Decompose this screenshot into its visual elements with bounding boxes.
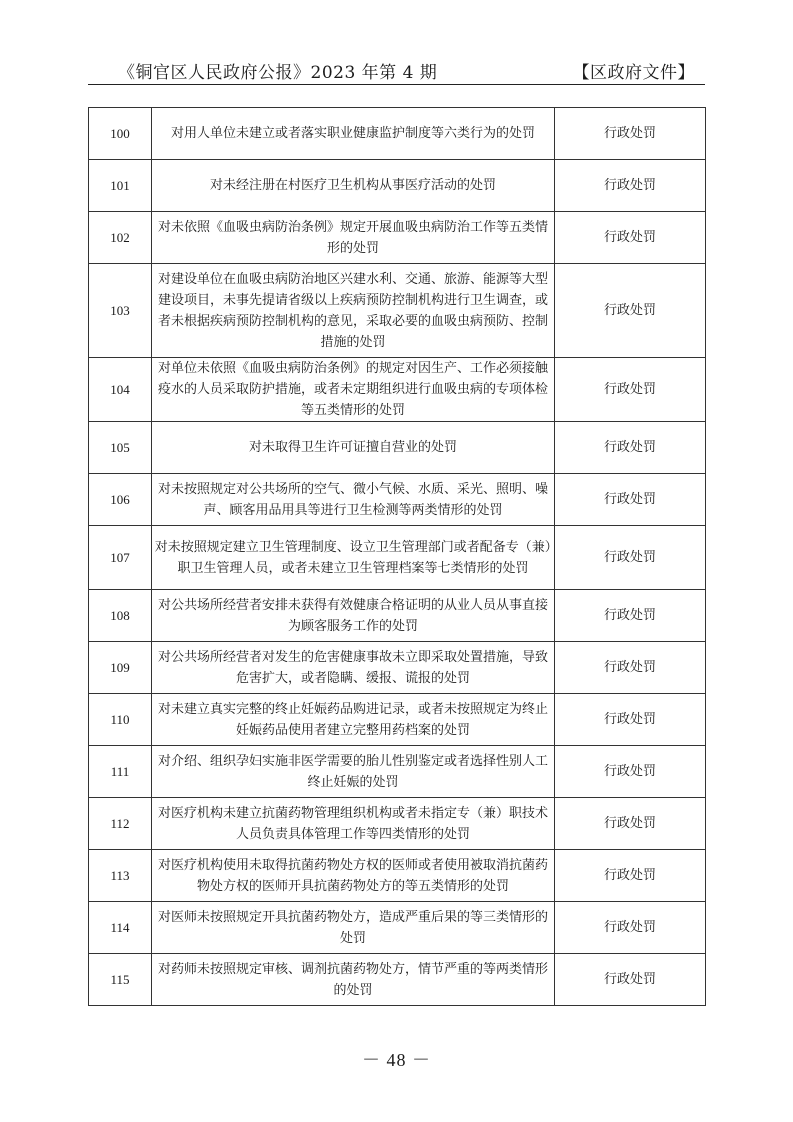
row-number: 108 [89,590,152,642]
row-number: 113 [89,850,152,902]
table-row [89,902,706,954]
row-item: 对未经注册在村医疗卫生机构从事医疗活动的处罚 [152,160,555,212]
row-item: 对单位未依照《血吸虫病防治条例》的规定对因生产、工作必须接触疫水的人员采取防护措施，或者未定期组织进行血吸虫病的专项体检等五类情形的处罚 [152,358,555,422]
row-type: 行政处罚 [555,642,706,694]
row-number: 115 [89,954,152,1006]
table-row [89,474,706,526]
page-number: － 48 － [362,1050,431,1070]
table-row [89,798,706,850]
row-type: 行政处罚 [555,850,706,902]
table-row [89,590,706,642]
table-row [89,108,706,160]
row-number: 109 [89,642,152,694]
row-number: 101 [89,160,152,212]
row-number: 111 [89,746,152,798]
row-type: 行政处罚 [555,590,706,642]
table-row [89,358,706,422]
row-item: 对公共场所经营者对发生的危害健康事故未立即采取处置措施，导致危害扩大，或者隐瞒、缓报、谎报的处罚 [152,642,555,694]
row-type: 行政处罚 [555,902,706,954]
row-item: 对建设单位在血吸虫病防治地区兴建水利、交通、旅游、能源等大型建设项目，未事先提请省级以上疾病预防控制机构进行卫生调查，或者未根据疾病预防控制机构的意见，采取必要的血吸虫病预防、控制措施的处罚 [152,264,555,358]
row-number: 104 [89,358,152,422]
row-item: 对未按照规定建立卫生管理制度、设立卫生管理部门或者配备专（兼）职卫生管理人员，或者未建立卫生管理档案等七类情形的处罚 [152,526,555,590]
row-type: 行政处罚 [555,474,706,526]
row-type: 行政处罚 [555,798,706,850]
row-number: 107 [89,526,152,590]
row-item: 对未建立真实完整的终止妊娠药品购进记录，或者未按照规定为终止妊娠药品使用者建立完整用药档案的处罚 [152,694,555,746]
page-header [88,56,705,85]
table-row [89,160,706,212]
row-number: 102 [89,212,152,264]
row-type: 行政处罚 [555,746,706,798]
row-number: 106 [89,474,152,526]
row-type: 行政处罚 [555,954,706,1006]
row-type: 行政处罚 [555,526,706,590]
penalty-table [88,107,706,1006]
row-item: 对未依照《血吸虫病防治条例》规定开展血吸虫病防治工作等五类情形的处罚 [152,212,555,264]
row-number: 103 [89,264,152,358]
row-item: 对医师未按照规定开具抗菌药物处方，造成严重后果的等三类情形的处罚 [152,902,555,954]
row-item: 对介绍、组织孕妇实施非医学需要的胎儿性别鉴定或者选择性别人工终止妊娠的处罚 [152,746,555,798]
table-row [89,694,706,746]
table-row [89,746,706,798]
row-type: 行政处罚 [555,422,706,474]
row-type: 行政处罚 [555,694,706,746]
row-item: 对用人单位未建立或者落实职业健康监护制度等六类行为的处罚 [152,108,555,160]
table-row [89,850,706,902]
row-item: 对医疗机构使用未取得抗菌药物处方权的医师或者使用被取消抗菌药物处方权的医师开具抗菌药物处方的等五类情形的处罚 [152,850,555,902]
row-number: 112 [89,798,152,850]
table-row [89,526,706,590]
row-item: 对医疗机构未建立抗菌药物管理组织机构或者未指定专（兼）职技术人员负责具体管理工作等四类情形的处罚 [152,798,555,850]
row-type: 行政处罚 [555,358,706,422]
row-type: 行政处罚 [555,264,706,358]
table-row [89,642,706,694]
row-type: 行政处罚 [555,108,706,160]
table-row [89,212,706,264]
table-row [89,954,706,1006]
row-item: 对未按照规定对公共场所的空气、微小气候、水质、采光、照明、噪声、顾客用品用具等进行卫生检测等两类情形的处罚 [152,474,555,526]
section-label: 【区政府文件】 [572,63,695,83]
row-type: 行政处罚 [555,160,706,212]
journal-title: 《铜官区人民政府公报》2023 年第 4 期 [118,63,438,83]
row-item: 对药师未按照规定审核、调剂抗菌药物处方，情节严重的等两类情形的处罚 [152,954,555,1006]
row-item: 对未取得卫生许可证擅自营业的处罚 [152,422,555,474]
row-item: 对公共场所经营者安排未获得有效健康合格证明的从业人员从事直接为顾客服务工作的处罚 [152,590,555,642]
table-row [89,264,706,358]
row-type: 行政处罚 [555,212,706,264]
row-number: 110 [89,694,152,746]
row-number: 105 [89,422,152,474]
row-number: 114 [89,902,152,954]
table-row [89,422,706,474]
row-number: 100 [89,108,152,160]
